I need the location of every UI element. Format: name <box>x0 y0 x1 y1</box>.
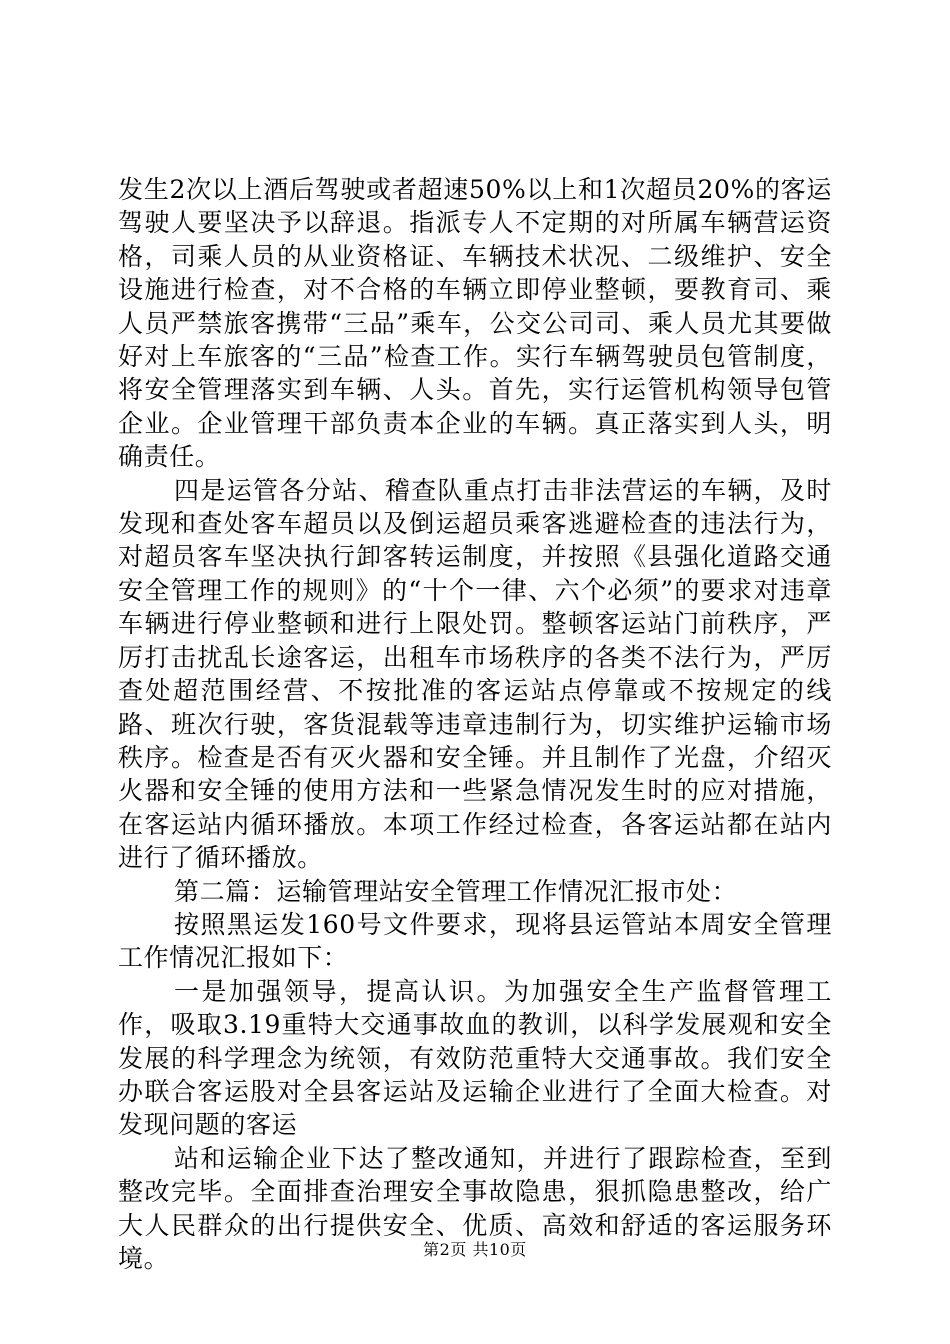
page-number: 第2页 共10页 <box>423 1240 527 1259</box>
paragraph: 按照黑运发160号文件要求，现将县运管站本周安全管理工作情况汇报如下： <box>118 909 832 973</box>
page-footer <box>0 1240 950 1260</box>
paragraph: 一是加强领导，提高认识。为加强安全生产监督管理工作，吸取3.19重特大交通事故血的教训，以科学发展观和安全发展的科学理念为统领，有效防范重特大交通事故。我们安全办联合客运股对全县客运站及运输企业进行了全面大检查。对发现问题的客运 <box>118 976 832 1140</box>
section-heading: 第二篇：运输管理站安全管理工作情况汇报市处： <box>174 876 738 906</box>
document-body <box>118 173 832 1275</box>
paragraph: 发生2次以上酒后驾驶或者超速50%以上和1次超员20%的客运驾驶人要坚决予以辞退。指派专人不定期的对所属车辆营运资格，司乘人员的从业资格证、车辆技术状况、二级维护、安全设施进行检查，对不合格的车辆立即停业整顿，要教育司、乘人员严禁旅客携带“三品”乘车，公交公司司、乘人员尤其要做好对上车旅客的“三品”检查工作。实行车辆驾驶员包管制度，将安全管理落实到车辆、人头。首先，实行运管机构领导包管企业。企业管理干部负责本企业的车辆。真正落实到人头，明确责任。 <box>118 175 832 472</box>
paragraph: 站和运输企业下达了整改通知，并进行了跟踪检查，至到整改完毕。全面排查治理安全事故隐患，狠抓隐患整改，给广大人民群众的出行提供安全、优质、高效和舒适的客运服务环境。 <box>118 1143 832 1273</box>
paragraph: 四是运管各分站、稽查队重点打击非法营运的车辆，及时发现和查处客车超员以及倒运超员乘客逃避检查的违法行为，对超员客车坚决执行卸客转运制度，并按照《县强化道路交通安全管理工作的规则》的“十个一律、六个必须”的要求对违章车辆进行停业整顿和进行上限处罚。整顿客运站门前秩序，严厉打击扰乱长途客运，出租车市场秩序的各类不法行为，严厉查处超范围经营、不按批准的客运站点停靠或不按规定的线路、班次行驶，客货混载等违章违制行为，切实维护运输市场秩序。检查是否有灭火器和安全锤。并且制作了光盘，介绍灭火器和安全锤的使用方法和一些紧急情况发生时的应对措施，在客运站内循环播放。本项工作经过检查，各客运站都在站内进行了循环播放。 <box>118 475 832 873</box>
